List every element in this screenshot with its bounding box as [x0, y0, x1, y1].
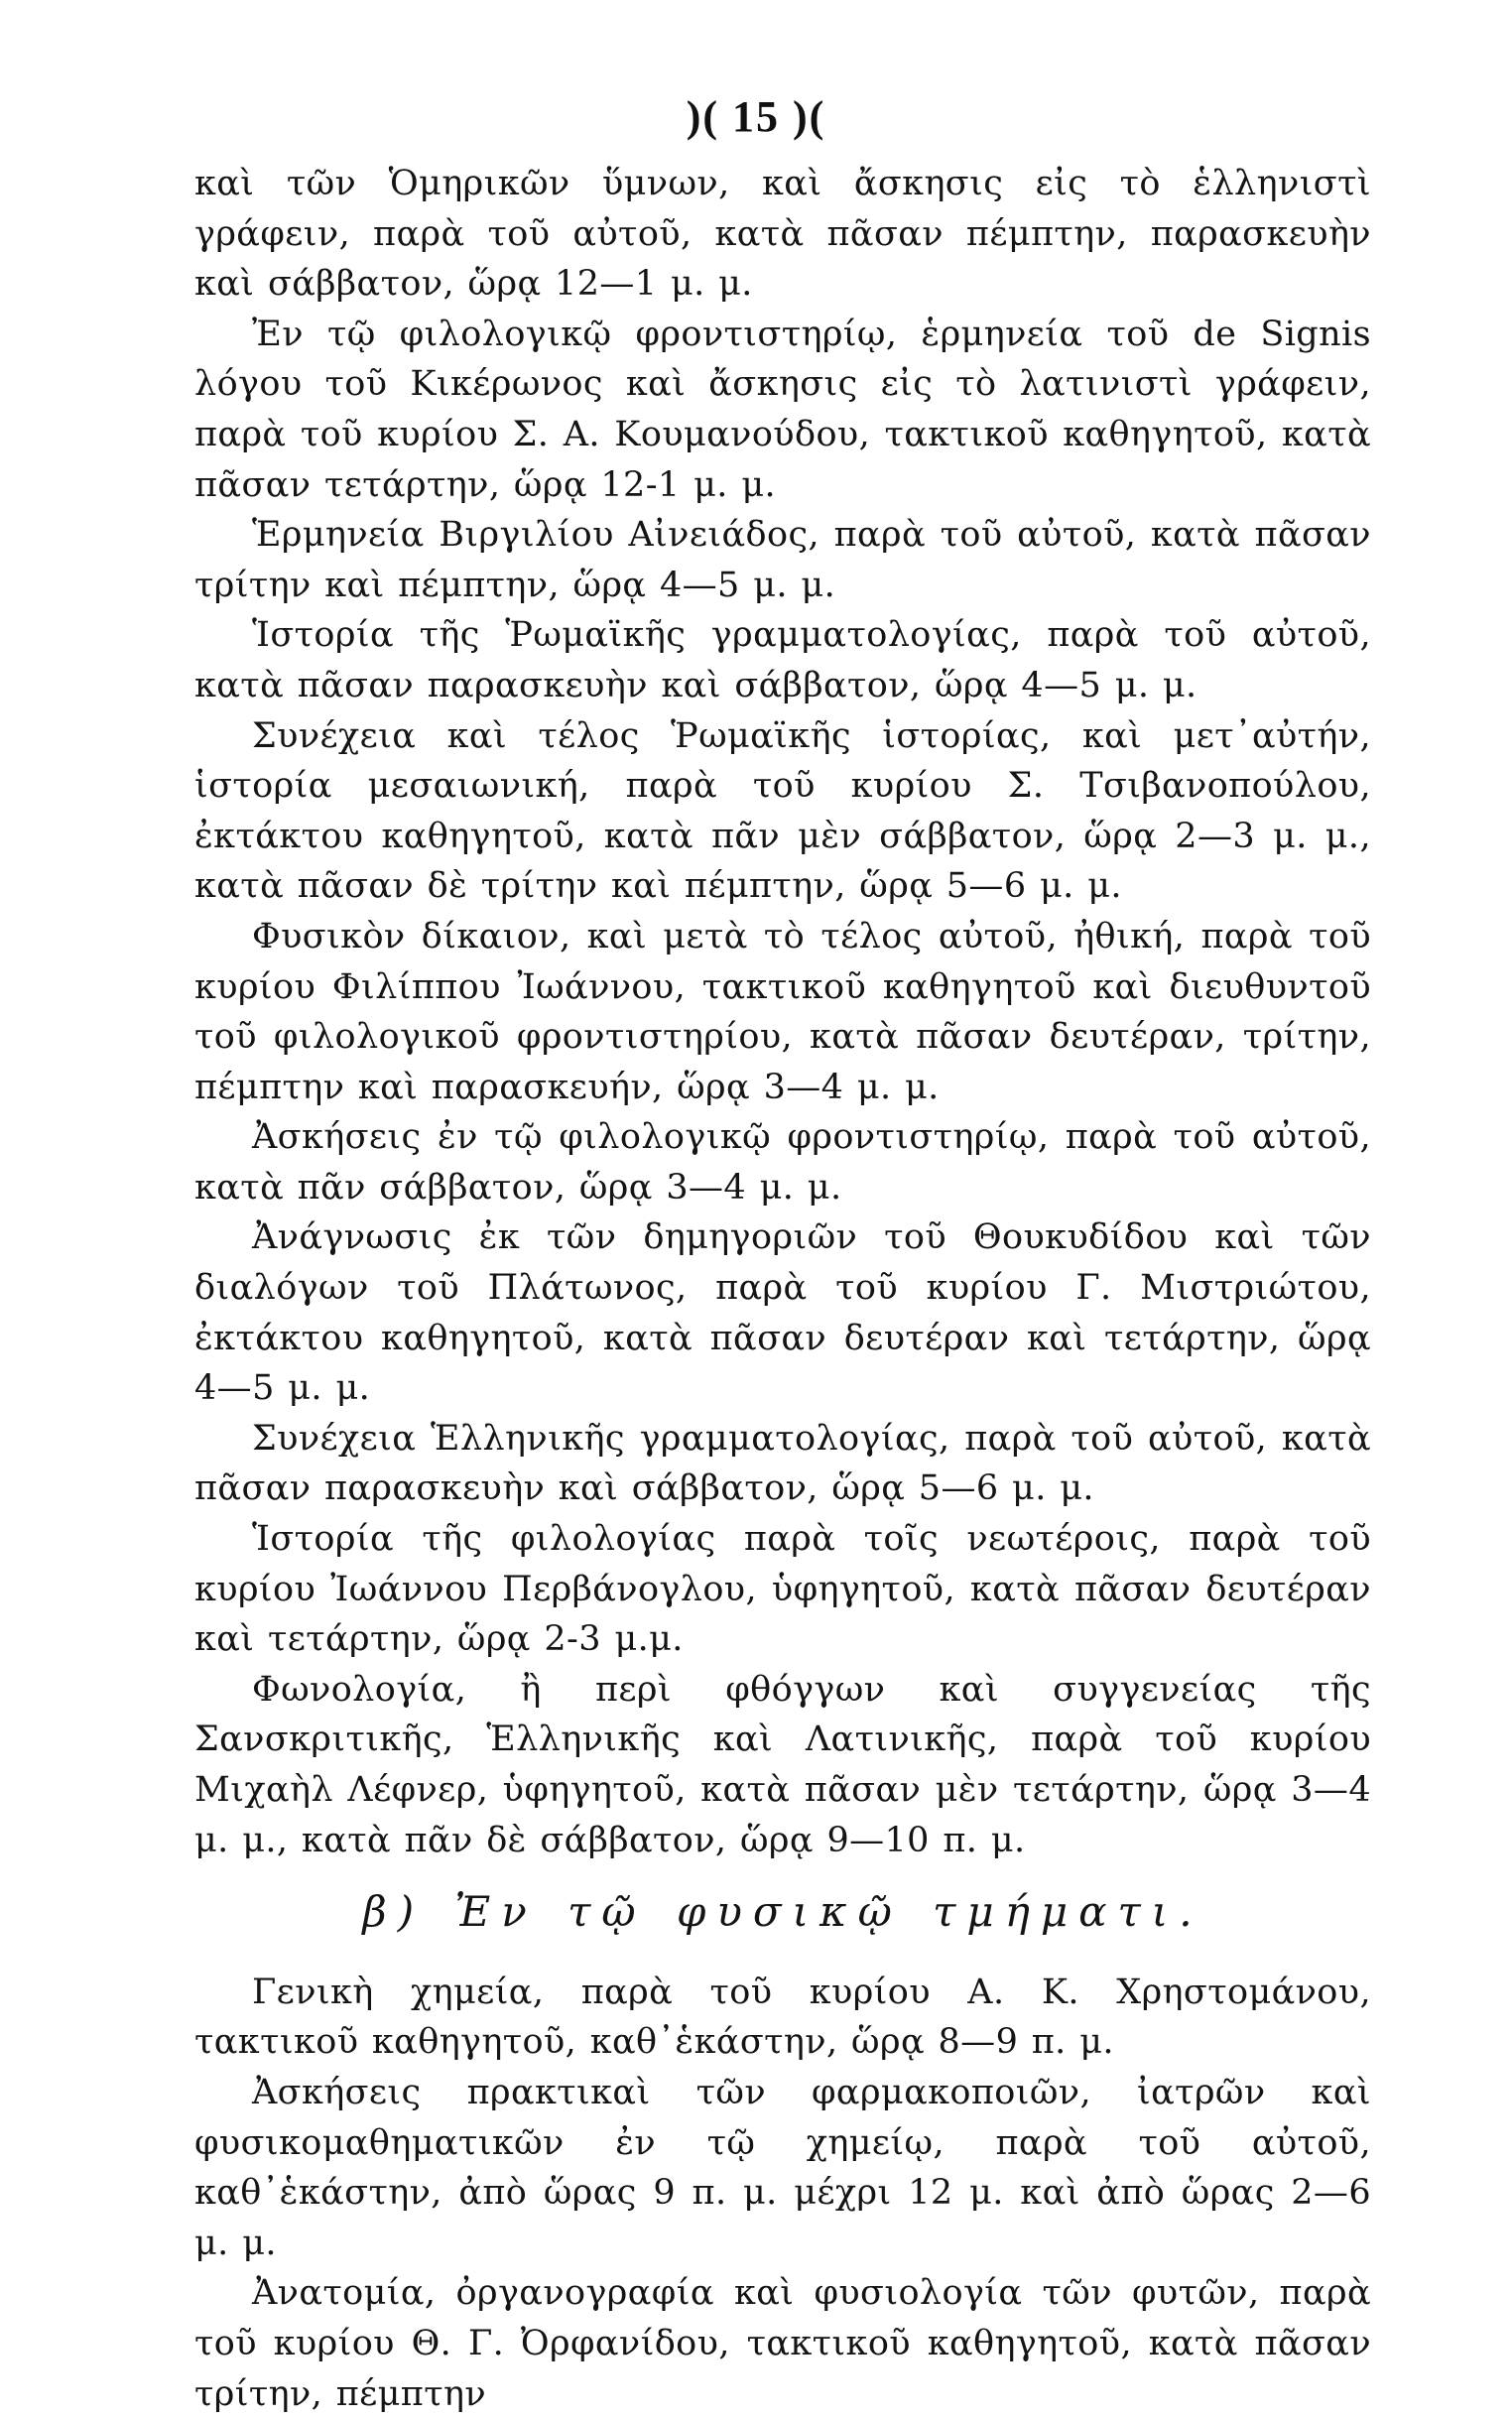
paragraph: Ἀσκήσεις ἐν τῷ φιλολογικῷ φροντιστηρίῳ, παρὰ τοῦ αὐτοῦ, κατὰ πᾶν σάββατον, ὥρᾳ 3—4 μ. μ. — [194, 1117, 1371, 1208]
paragraph: Συνέχεια καὶ τέλος Ῥωμαϊκῆς ἱστορίας, καὶ μετ᾽αὐτήν, ἱστορία μεσαιωνική, παρὰ τοῦ κυρίου Σ. Τσιβανοπούλου, ἐκτάκτου καθηγητοῦ, κατὰ πᾶν μὲν σάββατον, ὥρᾳ 2—3 μ. μ., κατὰ πᾶσαν δὲ τρίτην καὶ πέμπτην, ὥρᾳ 5—6 μ. μ. — [194, 715, 1371, 907]
paragraph: Ἀσκήσεις πρακτικαὶ τῶν φαρμακοποιῶν, ἰατρῶν καὶ φυσικομαθηματικῶν ἐν τῷ χημείῳ, παρὰ τοῦ αὐτοῦ, καθ᾽ἑκάστην, ἀπὸ ὥρας 9 π. μ. μέχρι 12 μ. καὶ ἀπὸ ὥρας 2—6 μ. μ. — [194, 2072, 1371, 2263]
section-a-paragraphs — [194, 159, 1371, 1865]
paragraph: Φωνολογία, ἢ περὶ φθόγγων καὶ συγγενείας τῆς Σανσκριτικῆς, Ἑλληνικῆς καὶ Λατινικῆς, παρὰ τοῦ κυρίου Μιχαὴλ Λέφνερ, ὑφηγητοῦ, κατὰ πᾶσαν μὲν τετάρτην, ὥρᾳ 3—4 μ. μ., κατὰ πᾶν δὲ σάββατον, ὥρᾳ 9—10 π. μ. — [194, 1669, 1371, 1860]
paragraph: Γενικὴ χημεία, παρὰ τοῦ κυρίου Α. Κ. Χρηστομάνου, τακτικοῦ καθηγητοῦ, καθ᾽ἑκάστην, ὥρᾳ 8—9 π. μ. — [194, 1972, 1371, 2063]
section-heading-natural-sciences: β) Ἐν τῷ φυσικῷ τμήματι. — [362, 1887, 1203, 1937]
paragraph: καὶ τῶν Ὁμηρικῶν ὕμνων, καὶ ἄσκησις εἰς τὸ ἑλληνιστὶ γράφειν, παρὰ τοῦ αὐτοῦ, κατὰ πᾶσαν πέμπτην, παρασκευὴν καὶ σάββατον, ὥρᾳ 12—1 μ. μ. — [194, 164, 1371, 305]
page-body-text — [194, 159, 1371, 2419]
page-number-header: )( 15 )( — [686, 92, 826, 141]
paragraph: Φυσικὸν δίκαιον, καὶ μετὰ τὸ τέλος αὐτοῦ, ἠθική, παρὰ τοῦ κυρίου Φιλίππου Ἰωάννου, τακτικοῦ καθηγητοῦ καὶ διευθυντοῦ τοῦ φιλολογικοῦ φροντιστηρίου, κατὰ πᾶσαν δευτέραν, τρίτην, πέμπτην καὶ παρασκευήν, ὥρᾳ 3—4 μ. μ. — [194, 916, 1371, 1107]
paragraph: Ἱστορία τῆς Ῥωμαϊκῆς γραμματολογίας, παρὰ τοῦ αὐτοῦ, κατὰ πᾶσαν παρασκευὴν καὶ σάββατον, ὥρᾳ 4—5 μ. μ. — [194, 615, 1371, 705]
section-b-paragraphs — [194, 1968, 1371, 2419]
paragraph: Ἱστορία τῆς φιλολογίας παρὰ τοῖς νεωτέροις, παρὰ τοῦ κυρίου Ἰωάννου Περβάνογλου, ὑφηγητοῦ, κατὰ πᾶσαν δευτέραν καὶ τετάρτην, ὥρᾳ 2-3 μ.μ. — [194, 1519, 1371, 1660]
paragraph: Ἑρμηνεία Βιργιλίου Αἰνειάδος, παρὰ τοῦ αὐτοῦ, κατὰ πᾶσαν τρίτην καὶ πέμπτην, ὥρᾳ 4—5 μ. μ. — [194, 515, 1371, 605]
paragraph: Ἐν τῷ φιλολογικῷ φροντιστηρίῳ, ἑρμηνεία τοῦ de Signis λόγου τοῦ Κικέρωνος καὶ ἄσκησις εἰς τὸ λατινιστὶ γράφειν, παρὰ τοῦ κυρίου Σ. Α. Κουμανούδου, τακτικοῦ καθηγητοῦ, κατὰ πᾶσαν τετάρτην, ὥρᾳ 12-1 μ. μ. — [194, 314, 1371, 505]
paragraph: Ἀνάγνωσις ἐκ τῶν δημηγοριῶν τοῦ Θουκυδίδου καὶ τῶν διαλόγων τοῦ Πλάτωνος, παρὰ τοῦ κυρίου Γ. Μιστριώτου, ἐκτάκτου καθηγητοῦ, κατὰ πᾶσαν δευτέραν καὶ τετάρτην, ὥρᾳ 4—5 μ. μ. — [194, 1217, 1371, 1409]
paragraph: Ἀνατομία, ὀργανογραφία καὶ φυσιολογία τῶν φυτῶν, παρὰ τοῦ κυρίου Θ. Γ. Ὀρφανίδου, τακτικοῦ καθηγητοῦ, κατὰ πᾶσαν τρίτην, πέμπτην — [194, 2273, 1371, 2414]
paragraph: Συνέχεια Ἑλληνικῆς γραμματολογίας, παρὰ τοῦ αὐτοῦ, κατὰ πᾶσαν παρασκευὴν καὶ σάββατον, ὥρᾳ 5—6 μ. μ. — [194, 1418, 1371, 1509]
